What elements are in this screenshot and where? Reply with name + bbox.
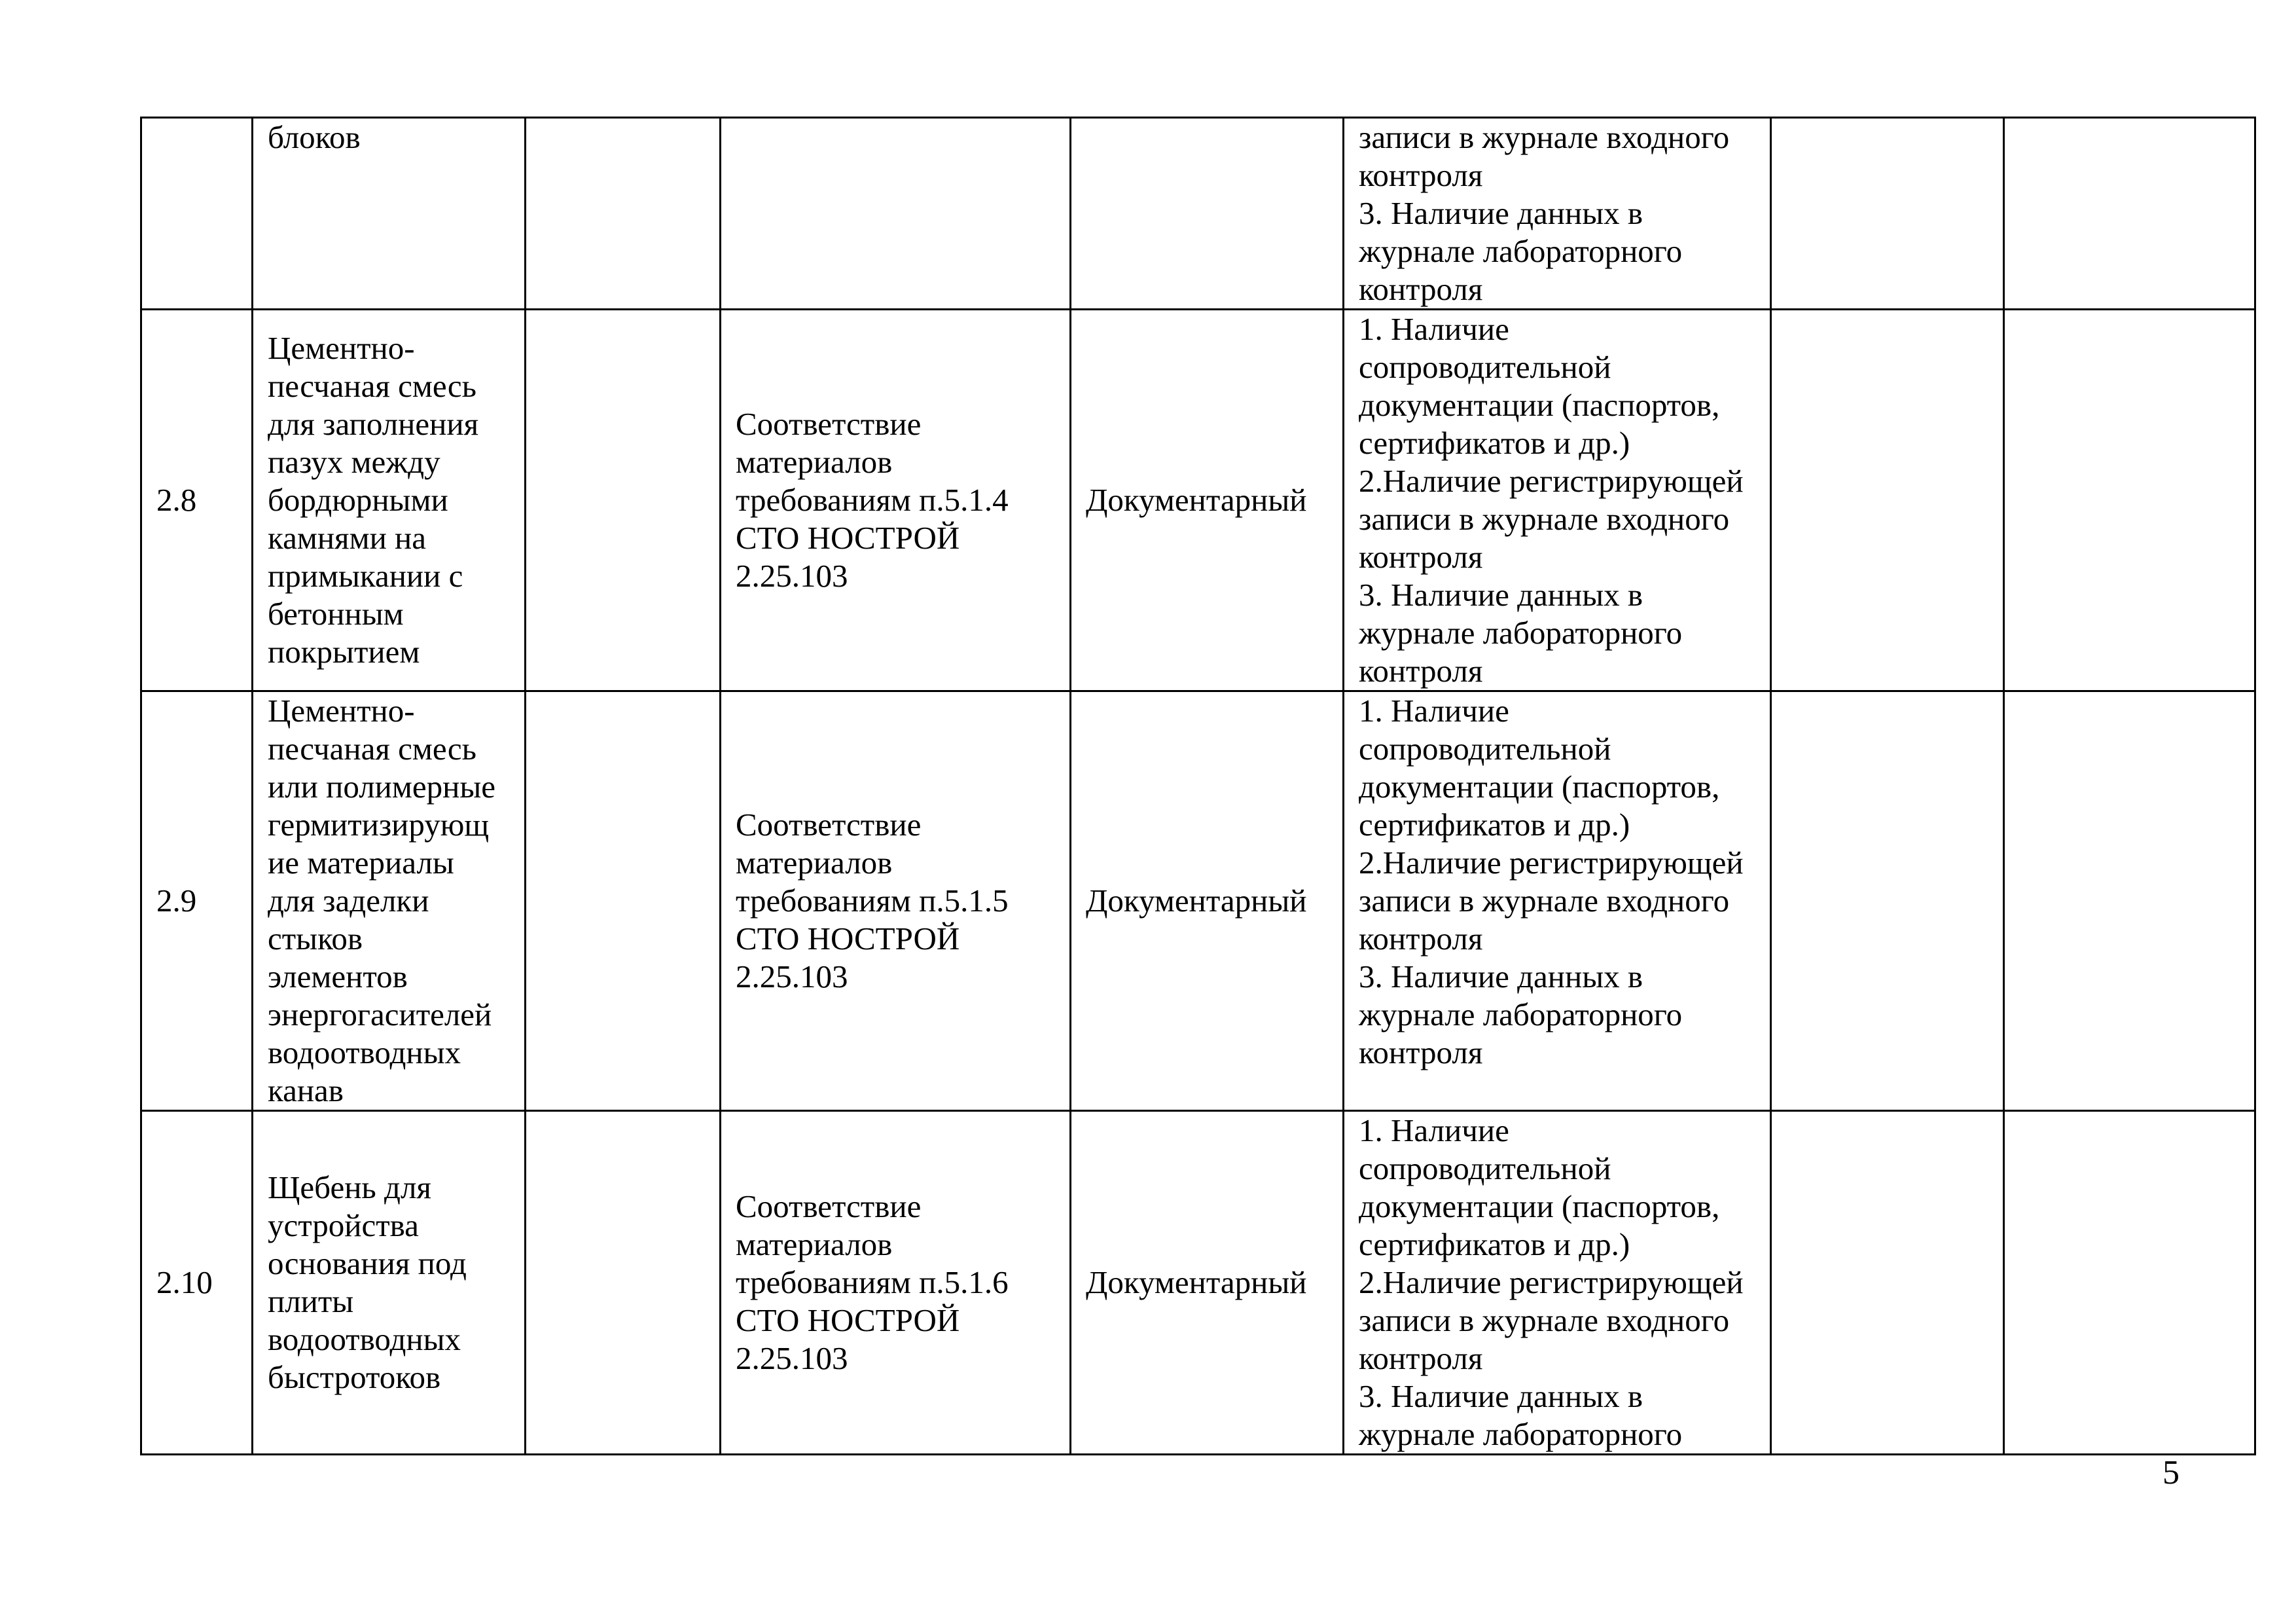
- page-number: 5: [2162, 1454, 2179, 1491]
- control-method-cell: Документарный: [1071, 691, 1344, 1111]
- empty-cell: [1771, 310, 2004, 691]
- control-procedure-cell: 1. Наличие сопроводительной документации (паспортов, сертификатов и др.) 2.Наличие регистрирующей записи в журнале входного контроля 3. Наличие данных в журнале лабораторного контроля: [1344, 691, 1771, 1111]
- requirement-cell: Соответствие материалов требованиям п.5.1.6 СТО НОСТРОЙ 2.25.103: [721, 1111, 1071, 1455]
- empty-cell: [1771, 1111, 2004, 1455]
- material-cell: Цементно- песчаная смесь для заполнения пазух между бордюрными камнями на примыкании с бетонным покрытием: [253, 310, 526, 691]
- control-procedure-cell: 1. Наличие сопроводительной документации (паспортов, сертификатов и др.) 2.Наличие регистрирующей записи в журнале входного контроля 3. Наличие данных в журнале лабораторного: [1344, 1111, 1771, 1455]
- empty-cell: [2004, 310, 2255, 691]
- empty-cell: [526, 1111, 721, 1455]
- material-cell: блоков: [253, 118, 526, 310]
- empty-cell: [526, 691, 721, 1111]
- table-row: [141, 310, 2255, 691]
- incoming-control-table: [140, 117, 2256, 1455]
- table-row: [141, 691, 2255, 1111]
- table-row: [141, 1111, 2255, 1455]
- empty-cell: [2004, 1111, 2255, 1455]
- empty-cell: [2004, 691, 2255, 1111]
- row-number-cell: 2.8: [141, 310, 253, 691]
- empty-cell: [1771, 118, 2004, 310]
- table-row: [141, 118, 2255, 310]
- row-number-cell: [141, 118, 253, 310]
- empty-cell: [2004, 118, 2255, 310]
- control-method-cell: Документарный: [1071, 1111, 1344, 1455]
- empty-cell: [1771, 691, 2004, 1111]
- requirement-cell: Соответствие материалов требованиям п.5.1.5 СТО НОСТРОЙ 2.25.103: [721, 691, 1071, 1111]
- row-number-cell: 2.10: [141, 1111, 253, 1455]
- row-number-cell: 2.9: [141, 691, 253, 1111]
- material-cell: Цементно- песчаная смесь или полимерные гермитизирующ ие материалы для заделки стыков элементов энергогасителей водоотводных канав: [253, 691, 526, 1111]
- empty-cell: [526, 118, 721, 310]
- empty-cell: [526, 310, 721, 691]
- requirement-cell: Соответствие материалов требованиям п.5.1.4 СТО НОСТРОЙ 2.25.103: [721, 310, 1071, 691]
- control-procedure-cell: 1. Наличие сопроводительной документации (паспортов, сертификатов и др.) 2.Наличие регистрирующей записи в журнале входного контроля 3. Наличие данных в журнале лабораторного контроля: [1344, 310, 1771, 691]
- control-method-cell: Документарный: [1071, 310, 1344, 691]
- control-procedure-cell: записи в журнале входного контроля 3. Наличие данных в журнале лабораторного контроля: [1344, 118, 1771, 310]
- control-method-cell: [1071, 118, 1344, 310]
- material-cell: Щебень для устройства основания под плиты водоотводных быстротоков: [253, 1111, 526, 1455]
- requirement-cell: [721, 118, 1071, 310]
